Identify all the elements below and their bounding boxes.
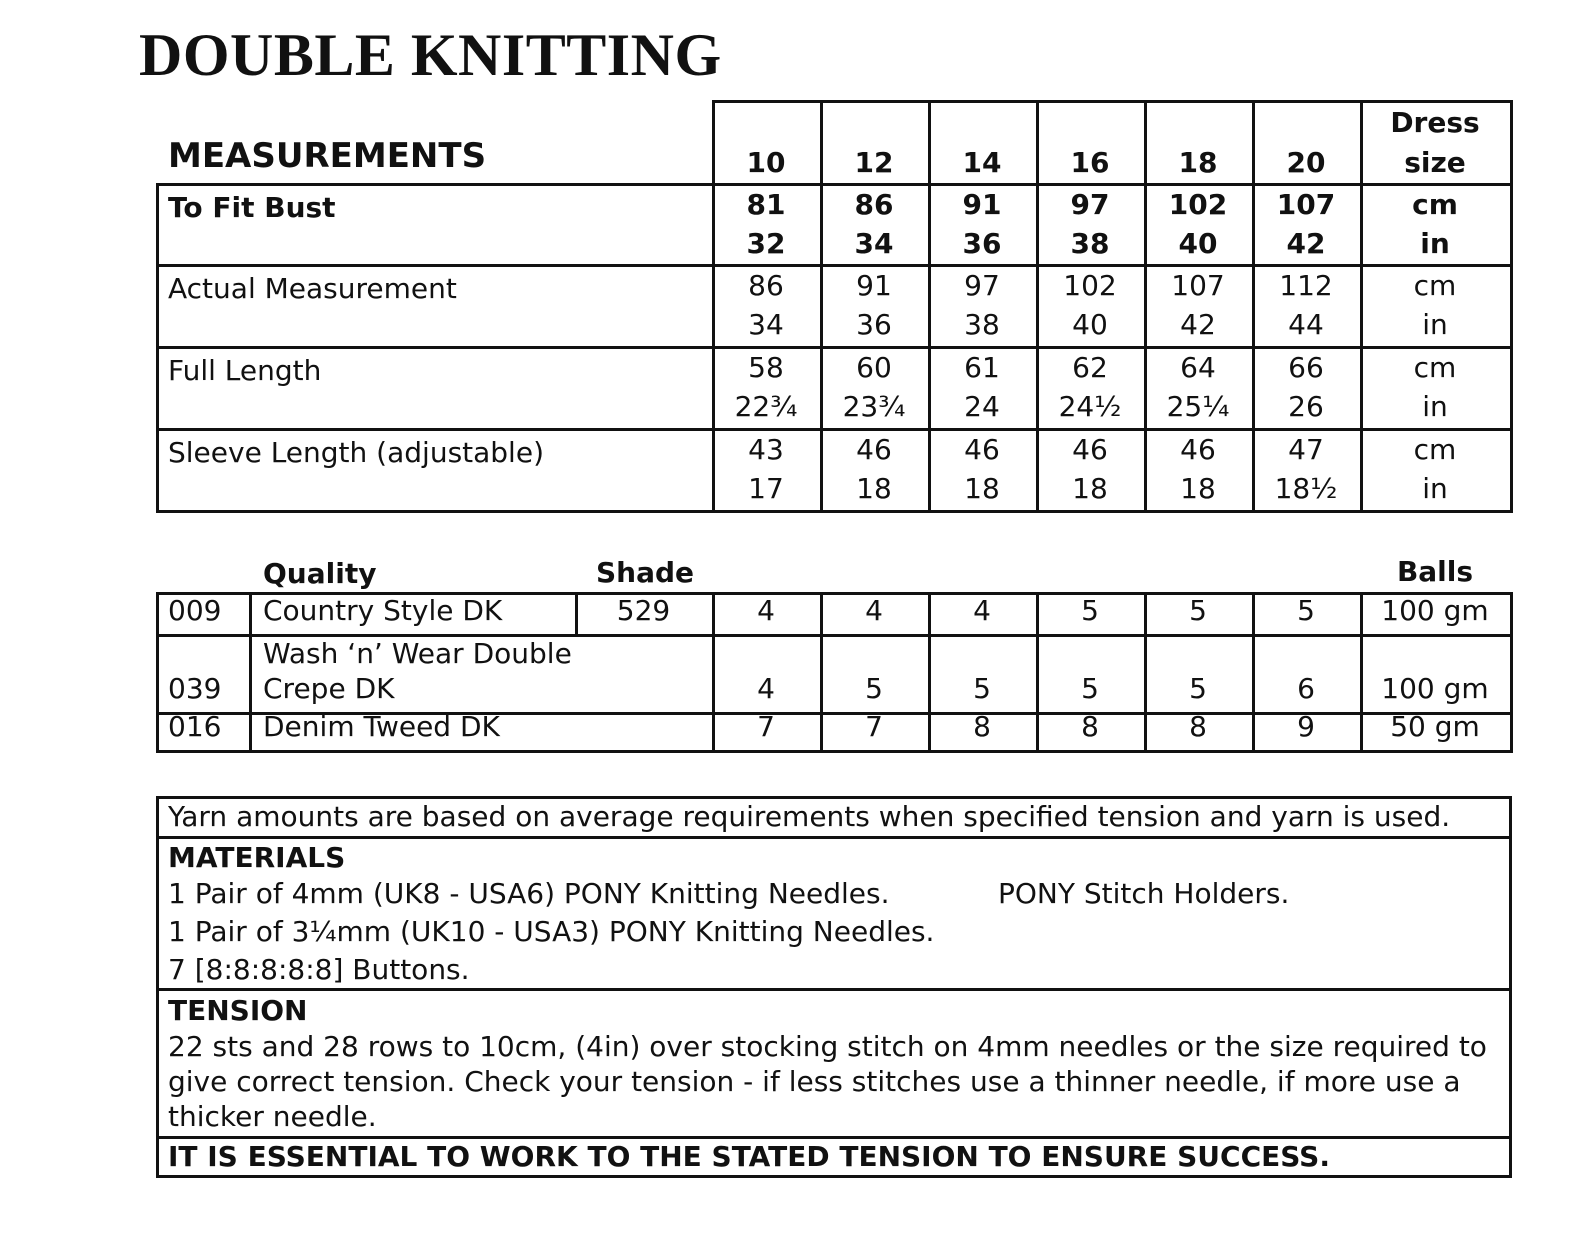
measurement-value: 18 (856, 472, 892, 505)
balls-value: 5 (1189, 672, 1207, 705)
measurements-heading: MEASUREMENTS (168, 136, 487, 176)
measurement-value: 36 (856, 308, 892, 341)
measurement-value: 66 (1288, 351, 1324, 384)
measurement-value: 42 (1286, 227, 1326, 260)
materials-line: 1 Pair of 4mm (UK8 - USA6) PONY Knitting Needles. (168, 877, 890, 910)
unit-label: in (1422, 308, 1448, 341)
balls-value: 4 (865, 594, 883, 627)
unit-label: in (1422, 472, 1448, 505)
measurement-value: 18 (964, 472, 1000, 505)
table-rule (156, 750, 1513, 753)
balls-value: 5 (1081, 594, 1099, 627)
measurement-value: 38 (1070, 227, 1110, 260)
balls-value: 9 (1297, 710, 1315, 743)
measurement-value: 43 (748, 433, 784, 466)
balls-value: 7 (865, 710, 883, 743)
unit-label: in (1422, 390, 1448, 423)
measurement-value: 34 (748, 308, 784, 341)
materials-extra: PONY Stitch Holders. (998, 877, 1290, 910)
row-label: Sleeve Length (adjustable) (168, 436, 544, 469)
size-header: 20 (1286, 146, 1326, 179)
yarn-name: Denim Tweed DK (263, 710, 500, 743)
measurement-value: 81 (746, 188, 786, 221)
balls-value: 5 (1297, 594, 1315, 627)
measurement-value: 86 (748, 269, 784, 302)
measurement-value: 112 (1279, 269, 1333, 302)
table-rule (1510, 100, 1513, 513)
measurement-value: 91 (856, 269, 892, 302)
tension-line: 22 sts and 28 rows to 10cm, (4in) over stocking stitch on 4mm needles or the size required to (168, 1030, 1487, 1063)
measurement-value: 26 (1288, 390, 1324, 423)
measurement-value: 102 (1168, 188, 1228, 221)
balls-value: 4 (973, 594, 991, 627)
measurement-value: 107 (1276, 188, 1336, 221)
table-rule (156, 346, 1513, 349)
table-rule (249, 592, 252, 753)
measurement-value: 107 (1171, 269, 1225, 302)
measurement-value: 62 (1072, 351, 1108, 384)
measurement-value: 102 (1063, 269, 1117, 302)
measurement-value: 18 (1180, 472, 1216, 505)
size-header: 12 (854, 146, 894, 179)
materials-line: 7 [8:8:8:8:8] Buttons. (168, 953, 470, 986)
unit-header: size (1404, 146, 1466, 179)
measurement-value: 38 (964, 308, 1000, 341)
table-rule (1510, 592, 1513, 753)
balls-value: 8 (1189, 710, 1207, 743)
measurement-value: 40 (1178, 227, 1218, 260)
ball-weight: 100 gm (1381, 594, 1489, 627)
measurement-value: 32 (746, 227, 786, 260)
measurement-value: 17 (748, 472, 784, 505)
unit-label: cm (1413, 351, 1457, 384)
measurement-value: 25¼ (1166, 390, 1230, 423)
measurement-value: 42 (1180, 308, 1216, 341)
row-label: To Fit Bust (168, 191, 336, 224)
row-label: Full Length (168, 354, 322, 387)
measurement-value: 46 (856, 433, 892, 466)
measurement-value: 24 (964, 390, 1000, 423)
measurement-value: 64 (1180, 351, 1216, 384)
row-label: Actual Measurement (168, 272, 457, 305)
yarn-note: Yarn amounts are based on average requirements when specified tension and yarn is used. (168, 800, 1451, 833)
shade-value: 529 (616, 594, 671, 627)
measurement-value: 46 (1072, 433, 1108, 466)
unit-label: cm (1412, 188, 1458, 221)
notes-divider (156, 988, 1512, 991)
size-header: 10 (746, 146, 786, 179)
measurement-value: 60 (856, 351, 892, 384)
table-rule (156, 183, 1513, 186)
table-rule (156, 592, 159, 753)
size-header: 16 (1070, 146, 1110, 179)
tension-line: give correct tension. Check your tension - if less stitches use a thinner needle, if more use a (168, 1065, 1461, 1098)
measurement-value: 47 (1288, 433, 1324, 466)
materials-heading: MATERIALS (168, 841, 346, 874)
measurement-value: 97 (1070, 188, 1110, 221)
quality-header: Quality (263, 557, 377, 590)
table-rule (156, 183, 159, 513)
notes-divider (156, 1136, 1512, 1139)
ball-weight: 50 gm (1390, 710, 1480, 743)
measurement-value: 46 (964, 433, 1000, 466)
measurement-value: 24½ (1058, 390, 1122, 423)
size-header: 18 (1178, 146, 1218, 179)
balls-value: 7 (757, 710, 775, 743)
balls-header: Balls (1396, 555, 1474, 588)
unit-header: Dress (1390, 106, 1480, 139)
yarn-name: Crepe DK (263, 672, 395, 705)
tension-heading: TENSION (168, 994, 308, 1027)
table-rule (156, 510, 1513, 513)
balls-value: 8 (973, 710, 991, 743)
balls-value: 4 (757, 594, 775, 627)
unit-label: cm (1413, 433, 1457, 466)
ball-weight: 100 gm (1381, 672, 1489, 705)
balls-value: 5 (1081, 672, 1099, 705)
tension-line: thicker needle. (168, 1100, 377, 1133)
measurement-value: 23¾ (842, 390, 906, 423)
measurement-value: 34 (854, 227, 894, 260)
balls-value: 5 (1189, 594, 1207, 627)
shade-header: Shade (596, 556, 695, 589)
yarn-code: 009 (168, 594, 222, 627)
balls-value: 4 (757, 672, 775, 705)
materials-line: 1 Pair of 3¼mm (UK10 - USA3) PONY Knitting Needles. (168, 915, 935, 948)
measurement-value: 61 (964, 351, 1000, 384)
measurement-value: 91 (962, 188, 1002, 221)
measurement-value: 46 (1180, 433, 1216, 466)
measurement-value: 18 (1072, 472, 1108, 505)
yarn-name: Country Style DK (263, 594, 503, 627)
measurement-value: 22¾ (734, 390, 798, 423)
measurement-value: 58 (748, 351, 784, 384)
measurement-value: 18½ (1274, 472, 1338, 505)
page-title: DOUBLE KNITTING (139, 22, 722, 88)
balls-value: 5 (865, 672, 883, 705)
balls-value: 8 (1081, 710, 1099, 743)
measurement-value: 40 (1072, 308, 1108, 341)
table-rule (712, 100, 1513, 103)
unit-label: cm (1413, 269, 1457, 302)
measurement-value: 86 (854, 188, 894, 221)
notes-divider (156, 836, 1512, 839)
balls-value: 5 (973, 672, 991, 705)
yarn-code: 039 (168, 672, 222, 705)
yarn-code: 016 (168, 710, 222, 743)
table-rule (156, 428, 1513, 431)
measurement-value: 44 (1288, 308, 1324, 341)
table-rule (156, 264, 1513, 267)
size-header: 14 (962, 146, 1002, 179)
unit-label: in (1420, 227, 1450, 260)
measurement-value: 36 (962, 227, 1002, 260)
measurement-value: 97 (964, 269, 1000, 302)
balls-value: 6 (1297, 672, 1315, 705)
yarn-name: Wash ‘n’ Wear Double (263, 637, 572, 670)
essential-note: IT IS ESSENTIAL TO WORK TO THE STATED TENSION TO ENSURE SUCCESS. (168, 1140, 1330, 1173)
